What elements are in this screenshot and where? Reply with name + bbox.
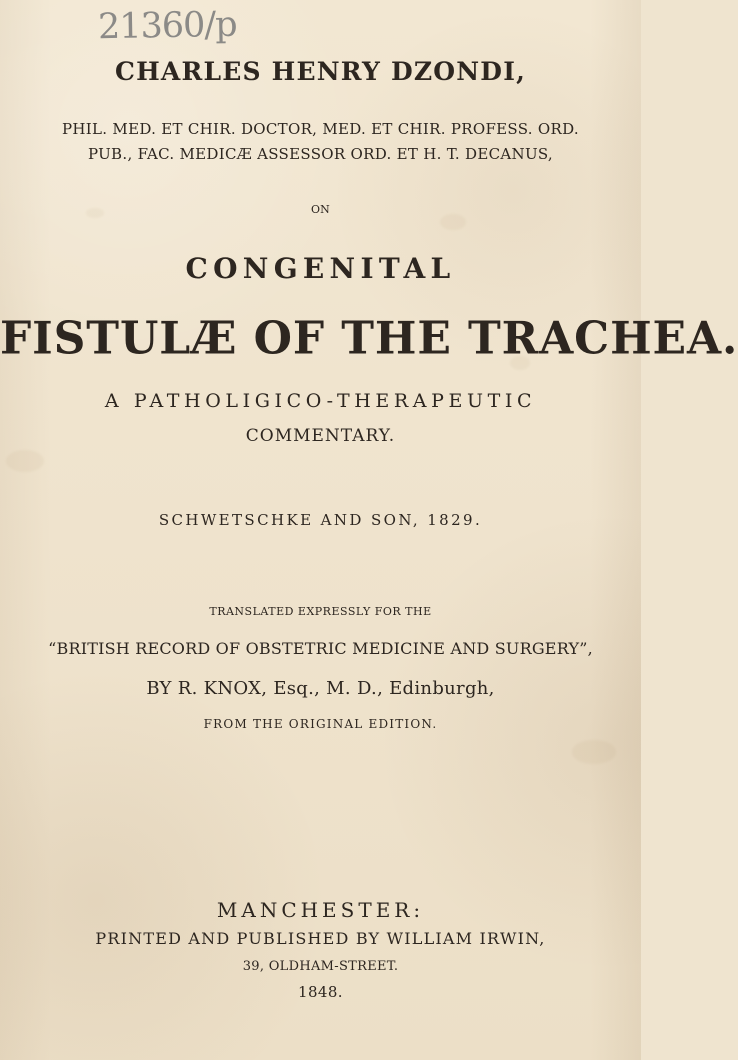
author-credentials-line-2: PUB., FAC. MEDICÆ ASSESSOR ORD. ET H. T. DECANUS, — [87, 145, 553, 163]
on-label: ON — [310, 203, 331, 216]
author-credentials-line-1: PHIL. MED. ET CHIR. DOCTOR, MED. ET CHIR. PROFESS. ORD. — [62, 120, 579, 138]
paper-stain — [572, 740, 616, 764]
subtitle-line-1: A PATHOLIGICO-THERAPEUTIC — [104, 390, 537, 412]
book-title-line-2: FISTULÆ OF THE TRACHEA. — [0, 312, 738, 365]
year-line: 1848. — [298, 983, 343, 1001]
city-line: MANCHESTER: — [216, 898, 425, 922]
shelfmark: 21360/p — [97, 4, 237, 48]
paper-stain — [6, 450, 44, 472]
translated-for-line: TRANSLATED EXPRESSLY FOR THE — [209, 605, 432, 618]
address-line: 39, OLDHAM-STREET. — [242, 959, 399, 974]
edition-line: FROM THE ORIGINAL EDITION. — [203, 717, 438, 731]
original-publisher-line: SCHWETSCHKE AND SON, 1829. — [158, 511, 483, 529]
book-title-line-1: CONGENITAL — [185, 252, 456, 285]
subtitle-line-2: COMMENTARY. — [245, 426, 396, 446]
printer-line: PRINTED AND PUBLISHED BY WILLIAM IRWIN, — [95, 929, 546, 948]
translator-line: BY R. KNOX, Esq., M. D., Edinburgh, — [146, 678, 495, 699]
author-name: CHARLES HENRY DZONDI, — [114, 57, 526, 86]
journal-title-line: “BRITISH RECORD OF OBSTETRIC MEDICINE AND SURGERY”, — [48, 639, 593, 658]
paper-stain — [440, 214, 466, 230]
